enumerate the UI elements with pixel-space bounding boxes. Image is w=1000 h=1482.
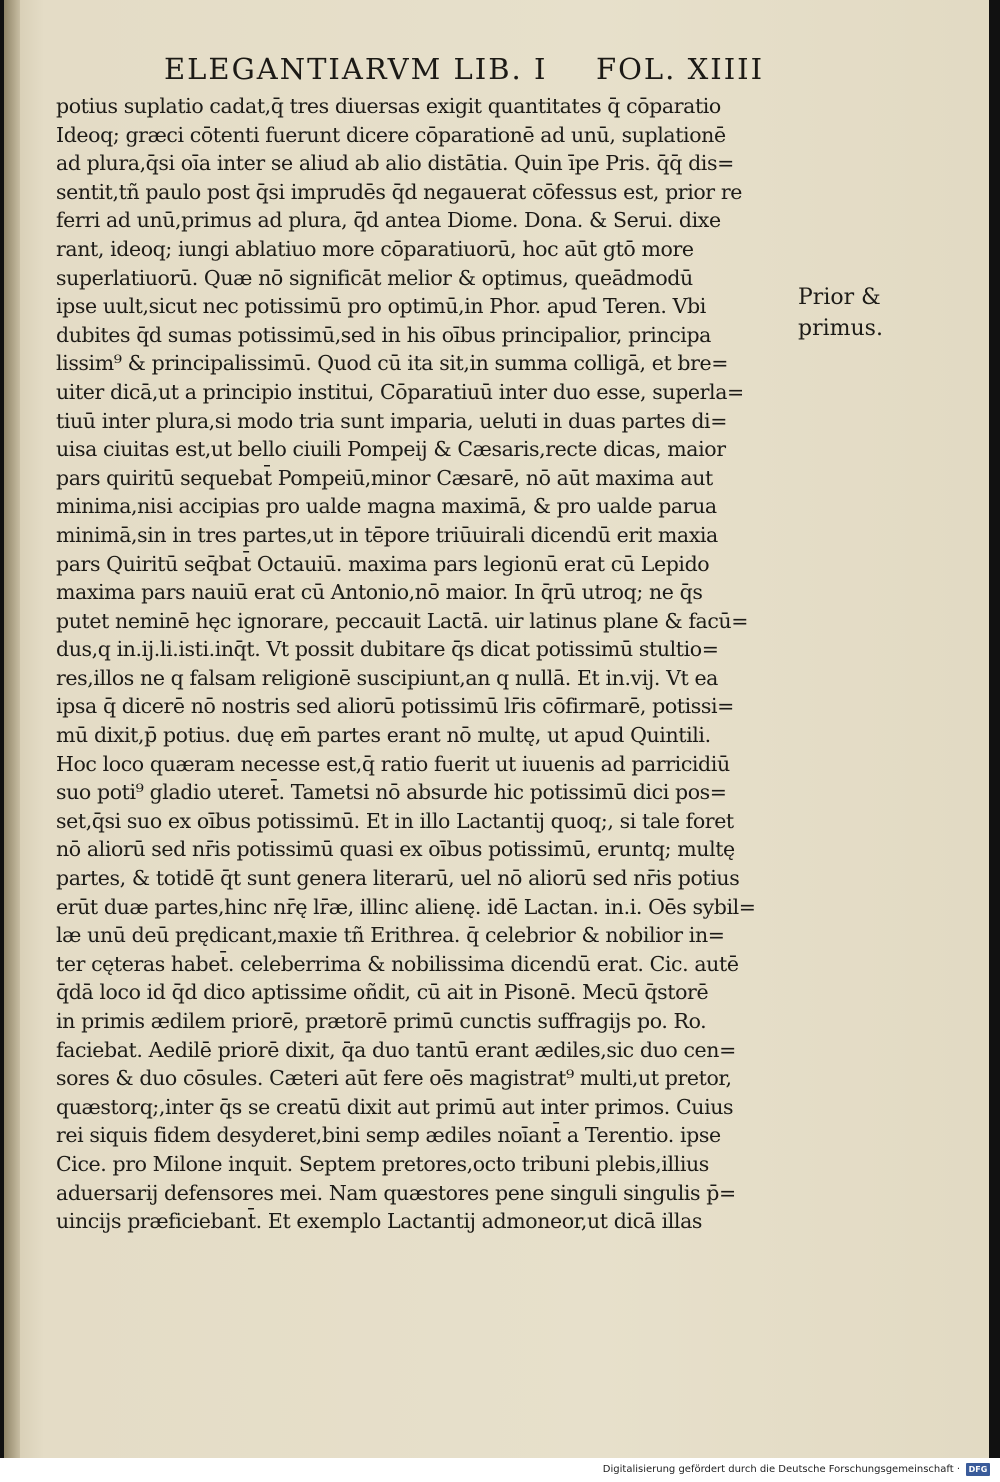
text-line: suo poti⁹ gladio uteret̄. Tametsi nō absurde hic potissimū dici pos= [56, 780, 727, 805]
text-line: minimā,sin in tres partes,ut in tēpore triūuirali dicendū erit maxia [56, 522, 718, 547]
text-line: ad plura,q̄si oīa inter se aliud ab alio distātia. Quin īpe Pris. q̄q̄ dis= [56, 151, 734, 176]
text-line: quæstorq;,inter q̄s se creatū dixit aut primū aut inter primos. Cuius [56, 1094, 734, 1119]
text-line: lissim⁹ & principalissimū. Quod cū ita sit,in summa colligā, et bre= [56, 351, 729, 376]
folio-number: FOL. XIIII [596, 52, 765, 86]
text-line: ipse uult,sicut nec potissimū pro optimū,in Phor. apud Teren. Vbi [56, 294, 706, 319]
text-line: Ideoq; græci cōtenti fuerunt dicere cōparationē ad unū, suplationē [56, 122, 726, 147]
text-line: minima,nisi accipias pro ualde magna maximā, & pro ualde parua [56, 494, 717, 519]
text-line: ipsa q̄ dicerē nō nostris sed aliorū potissimū lr̄is cōfirmarē, potissi= [56, 694, 734, 719]
text-line: dubites q̄d sumas potissimū,sed in his oībus principalior, principa [56, 322, 711, 347]
text-line: pars Quiritū seq̄bat̄ Octauiū. maxima pars legionū erat cū Lepido [56, 551, 710, 576]
margin-note-line: Prior & [798, 285, 881, 310]
text-line: maxima pars nauiū erat cū Antonio,nō maior. In q̄rū utroq; ne q̄s [56, 580, 703, 605]
text-line: sores & duo cōsules. Cæteri aūt fere oēs magistrat⁹ multi,ut pretor, [56, 1066, 732, 1091]
text-line: læ unū deū prędicant,maxie tñ Erithrea. q̄ celebrior & nobilior in= [56, 923, 725, 948]
dfg-logo: DFG [966, 1463, 990, 1476]
text-line: q̄dā loco id q̄d dico aptissime oñdit, cū ait in Pisonē. Mecū q̄storē [56, 980, 709, 1005]
text-line: tiuū inter plura,si modo tria sunt imparia, ueluti in duas partes di= [56, 408, 727, 433]
text-line: mū dixit,p̄ potius. duę em̄ partes erant nō multę, ut apud Quintili. [56, 723, 711, 748]
text-line: rant, ideoq; iungi ablatiuo more cōparatiuorū, hoc aūt gtō more [56, 236, 694, 261]
text-line: putet neminē hęc ignorare, peccauit Lactā. uir latinus plane & facū= [56, 608, 749, 633]
text-line: set,q̄si suo ex oībus potissimū. Et in illo Lactantij quoq;, si tale foret [56, 808, 734, 833]
text-line: faciebat. Aedilē priorē dixit, q̄a duo tantū erant ædiles,sic duo cen= [56, 1037, 736, 1062]
text-line: ferri ad unū,primus ad plura, q̄d antea Diome. Dona. & Serui. dixe [56, 208, 721, 233]
text-line: potius suplatio cadat,q̄ tres diuersas exigit quantitates q̄ cōparatio [56, 94, 721, 118]
text-line: superlatiuorū. Quæ nō significāt melior & optimus, queādmodū [56, 265, 693, 290]
text-line: pars quiritū sequebat̄ Pompeiū,minor Cæsarē, nō aūt maxima aut [56, 465, 713, 490]
text-line: erūt duæ partes,hinc nr̄ę lr̄æ, illinc alienę. idē Lactan. in.i. Oēs sybil= [56, 894, 756, 919]
running-title: ELEGANTIARVM LIB. I [164, 52, 548, 86]
text-line: in primis ædilem priorē, prætorē primū cunctis suffragijs po. Ro. [56, 1009, 707, 1033]
text-line: partes, & totidē q̄t sunt genera literarū, uel nō aliorū sed nr̄is potius [56, 866, 740, 891]
text-line: Hoc loco quæram necesse est,q̄ ratio fuerit ut iuuenis ad parricidiū [56, 751, 730, 776]
text-line: dus,q in.ij.li.isti.inq̄t. Vt possit dubitare q̄s dicat potissimū stultio= [56, 637, 719, 662]
text-line: uincijs præficiebant̄. Et exemplo Lactantij admoneor,ut dicā illas [56, 1209, 703, 1234]
text-line: sentit,tñ paulo post q̄si imprudēs q̄d negauerat cōfessus est, prior re [56, 179, 742, 204]
text-line: Cice. pro Milone inquit. Septem pretores,octo tribuni plebis,illius [56, 1151, 709, 1176]
text-line: res,illos ne q falsam religionē suscipiunt,an q nullā. Et in.vij. Vt ea [56, 665, 718, 690]
text-line: uiter dicā,ut a principio institui, Cōparatiuū inter duo esse, superla= [56, 379, 744, 404]
funding-credit: Digitalisierung gefördert durch die Deutsche Forschungsgemeinschaft · [602, 1464, 960, 1475]
book-page [4, 0, 989, 1458]
page-binding-shadow [4, 0, 20, 1458]
digitization-footer [0, 1458, 1000, 1482]
text-line: rei siquis fidem desyderet,bini semp ædiles noīant̄ a Terentio. ipse [56, 1123, 721, 1148]
margin-note [798, 282, 898, 344]
text-line: nō aliorū sed nr̄is potissimū quasi ex oībus potissimū, eruntq; multę [56, 837, 735, 862]
text-line: aduersarij defensores mei. Nam quæstores pene singuli singulis p̄= [56, 1180, 736, 1205]
text-line: ter cęteras habet̄. celeberrima & nobilissima dicendū erat. Cic. autē [56, 951, 739, 976]
margin-note-line: primus. [798, 316, 883, 341]
main-text-block [56, 92, 796, 1236]
text-line: uisa ciuitas est,ut bello ciuili Pompeij & Cæsaris,recte dicas, maior [56, 437, 726, 462]
